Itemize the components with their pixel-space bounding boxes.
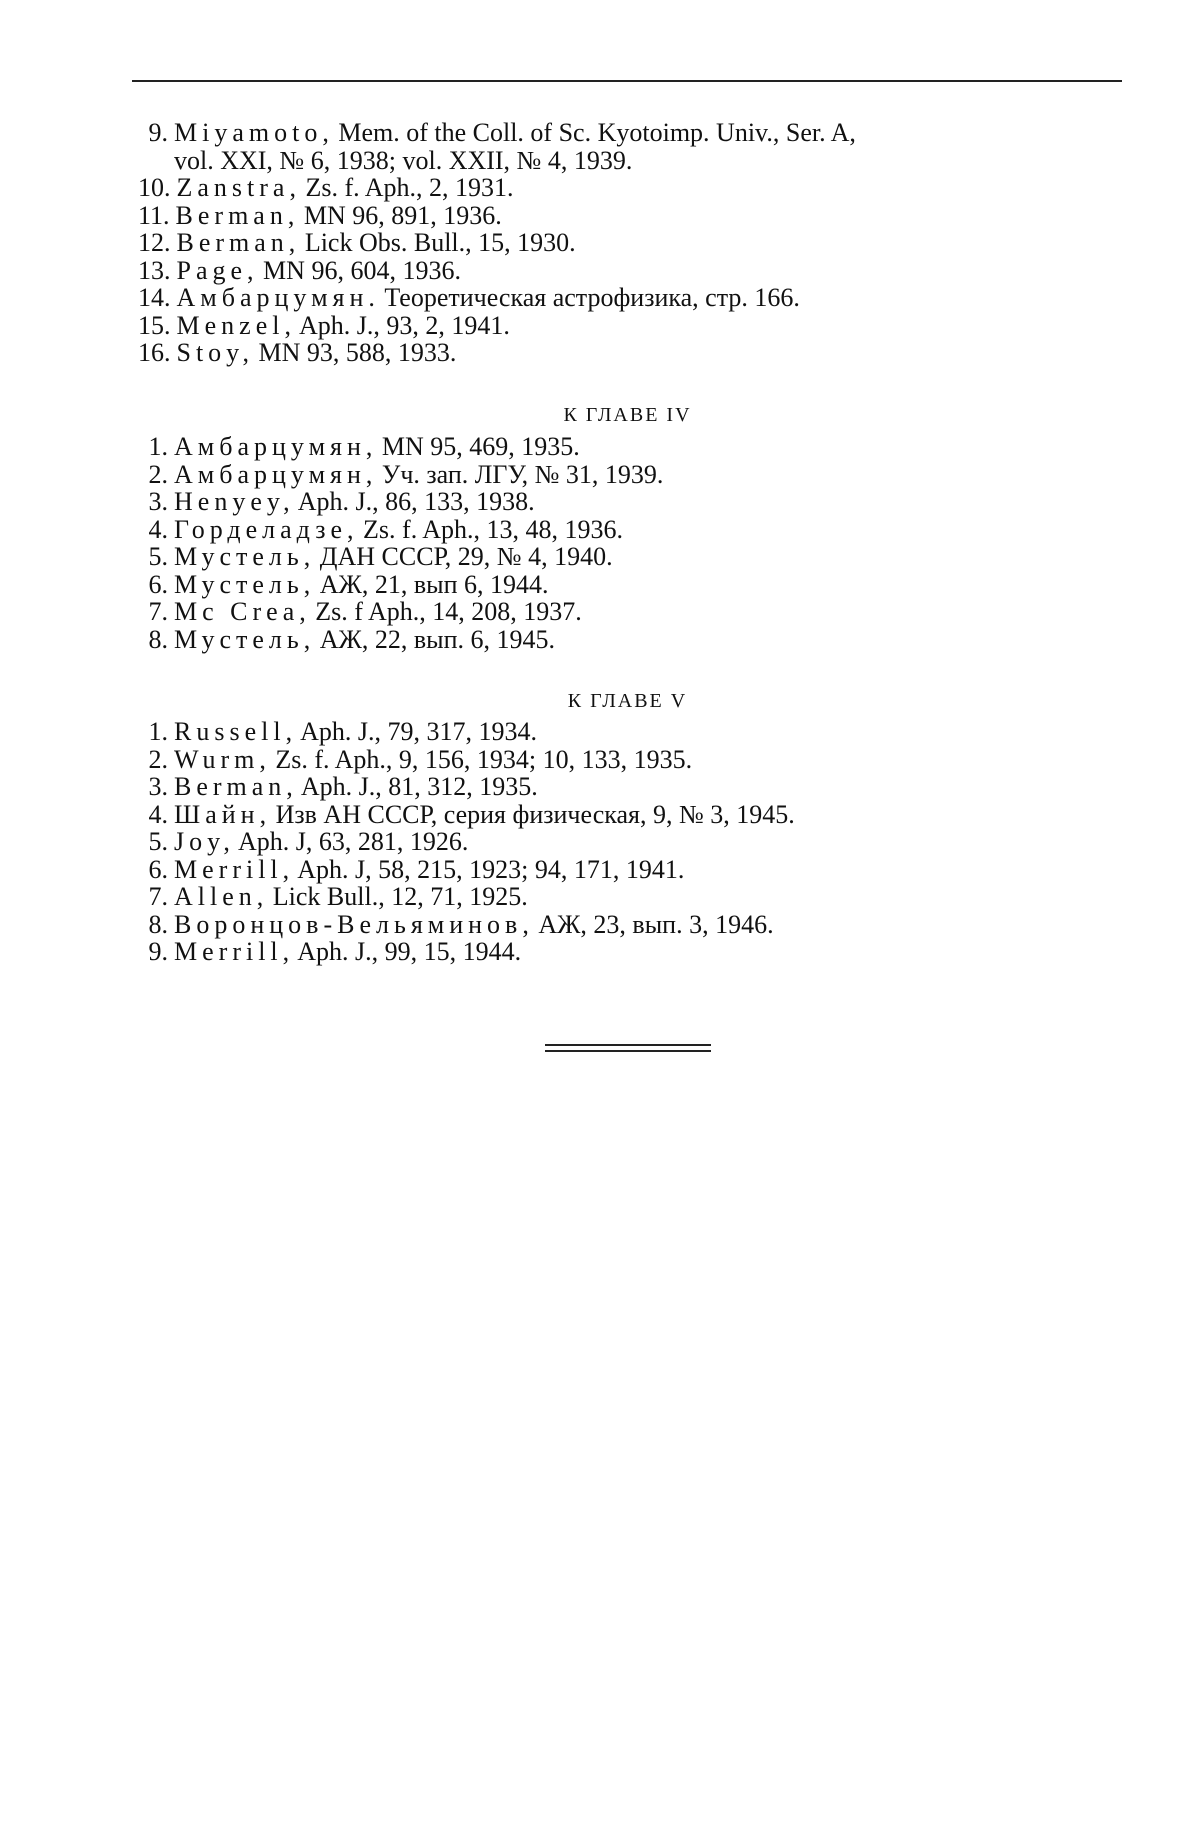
reference-item bbox=[138, 461, 1128, 489]
reference-item bbox=[138, 883, 1128, 911]
reference-item bbox=[138, 229, 1128, 257]
top-rule bbox=[132, 80, 1122, 82]
reference-source: Aph. J., 81, 312, 1935. bbox=[295, 772, 538, 801]
reference-source: Mem. of the Coll. of Sc. Kyotoimp. Univ., Ser. A, bbox=[331, 118, 856, 147]
end-rule-top bbox=[545, 1044, 711, 1046]
reference-author: Амбарцумян, bbox=[174, 459, 378, 489]
reference-number: 2. bbox=[148, 744, 168, 774]
reference-number: 9. bbox=[148, 937, 168, 966]
reference-author: Menzel, bbox=[176, 310, 296, 340]
reference-author: Мустель, bbox=[174, 624, 316, 654]
reference-source: Уч. зап. ЛГУ, № 31, 1939. bbox=[375, 459, 664, 489]
reference-author: Воронцов-Вельяминов, bbox=[174, 909, 534, 939]
reference-item bbox=[138, 119, 1128, 174]
reference-item bbox=[138, 339, 1128, 367]
reference-author: Berman, bbox=[174, 772, 298, 801]
reference-number: 4. bbox=[148, 799, 168, 829]
reference-list-chapter-v bbox=[138, 718, 1128, 966]
reference-source: Теоретическая астрофизика, стр. 166. bbox=[377, 283, 800, 312]
reference-item bbox=[138, 626, 1128, 654]
reference-item bbox=[138, 488, 1128, 516]
reference-author: Russell, bbox=[174, 717, 298, 746]
reference-number: 14. bbox=[138, 283, 171, 312]
reference-author: Zanstra, bbox=[176, 173, 301, 202]
reference-number: 3. bbox=[148, 772, 168, 801]
reference-item bbox=[138, 433, 1128, 461]
reference-number: 1. bbox=[148, 717, 168, 746]
reference-source: MN 96, 891, 1936. bbox=[297, 200, 502, 230]
reference-source: Zs. f Aph., 14, 208, 1937. bbox=[308, 597, 582, 626]
reference-author: Page, bbox=[176, 255, 259, 285]
reference-author: Амбарцумян. bbox=[176, 283, 380, 312]
reference-item bbox=[138, 516, 1128, 544]
reference-source: Aph. J., 93, 2, 1941. bbox=[293, 310, 510, 340]
reference-item bbox=[138, 257, 1128, 285]
reference-number: 10. bbox=[138, 173, 171, 202]
reference-source: АЖ, 21, вып 6, 1944. bbox=[313, 569, 549, 599]
reference-source: Изв АН СССР, серия физическая, 9, № 3, 1945. bbox=[269, 799, 795, 829]
reference-source: Lick Bull., 12, 71, 1925. bbox=[266, 882, 528, 911]
reference-author: Berman, bbox=[175, 200, 300, 230]
reference-item bbox=[138, 543, 1128, 571]
reference-source: АЖ, 23, вып. 3, 1946. bbox=[531, 909, 774, 939]
reference-source: MN 93, 588, 1933. bbox=[252, 338, 457, 367]
reference-source: Aph. J., 86, 133, 1938. bbox=[292, 487, 535, 516]
reference-continuation: vol. XXI, № 6, 1938; vol. XXII, № 4, 1939. bbox=[174, 145, 633, 175]
reference-author: Joy, bbox=[174, 827, 235, 856]
reference-number: 13. bbox=[138, 255, 171, 285]
end-rule-bottom bbox=[545, 1050, 711, 1052]
reference-source: Aph. J., 99, 15, 1944. bbox=[292, 937, 522, 966]
reference-number: 12. bbox=[138, 228, 171, 257]
reference-item bbox=[138, 938, 1128, 966]
reference-item bbox=[138, 773, 1128, 801]
reference-number: 5. bbox=[148, 542, 168, 571]
reference-item bbox=[138, 801, 1128, 829]
reference-author: Stoy, bbox=[176, 338, 254, 367]
reference-source: Aph. J, 63, 281, 1926. bbox=[232, 827, 469, 856]
reference-source: Zs. f. Aph., 9, 156, 1934; 10, 133, 1935. bbox=[268, 744, 693, 774]
reference-source: Zs. f. Aph., 13, 48, 1936. bbox=[356, 514, 624, 544]
reference-author: Mc Crea, bbox=[174, 597, 311, 626]
reference-list-continued bbox=[138, 119, 1128, 367]
reference-number: 16. bbox=[138, 338, 171, 367]
reference-number: 6. bbox=[148, 854, 168, 884]
reference-item bbox=[138, 718, 1128, 746]
reference-number: 8. bbox=[148, 909, 168, 939]
reference-author: Henyey, bbox=[174, 487, 295, 516]
reference-author: Miyamoto, bbox=[174, 118, 334, 147]
reference-item bbox=[138, 856, 1128, 884]
reference-source: АЖ, 22, вып. 6, 1945. bbox=[313, 624, 555, 654]
reference-item bbox=[138, 202, 1128, 230]
reference-number: 4. bbox=[148, 514, 168, 544]
reference-source: Aph. J, 58, 215, 1923; 94, 171, 1941. bbox=[292, 854, 685, 884]
reference-item bbox=[138, 911, 1128, 939]
reference-item bbox=[138, 598, 1128, 626]
reference-number: 6. bbox=[148, 569, 168, 599]
reference-number: 9. bbox=[148, 118, 168, 147]
reference-item bbox=[138, 284, 1128, 312]
reference-item bbox=[138, 174, 1128, 202]
reference-source: Zs. f. Aph., 2, 1931. bbox=[298, 173, 514, 202]
reference-author: Горделадзе, bbox=[174, 514, 359, 544]
reference-author: Merrill, bbox=[174, 937, 295, 966]
reference-number: 11. bbox=[138, 200, 170, 230]
reference-source: ДАН СССР, 29, № 4, 1940. bbox=[313, 542, 613, 571]
reference-source: MN 95, 469, 1935. bbox=[375, 432, 580, 461]
reference-number: 3. bbox=[148, 487, 168, 516]
reference-item bbox=[138, 312, 1128, 340]
reference-author: Амбарцумян, bbox=[174, 432, 378, 461]
reference-number: 2. bbox=[148, 459, 168, 489]
chapter-heading-iv: К ГЛАВЕ IV bbox=[563, 404, 692, 426]
reference-number: 7. bbox=[148, 597, 168, 626]
reference-number: 15. bbox=[138, 310, 171, 340]
reference-number: 7. bbox=[148, 882, 168, 911]
reference-author: Merrill, bbox=[174, 854, 295, 884]
reference-number: 8. bbox=[148, 624, 168, 654]
reference-item bbox=[138, 828, 1128, 856]
reference-author: Allen, bbox=[174, 882, 269, 911]
reference-item bbox=[138, 746, 1128, 774]
reference-author: Мустель, bbox=[174, 569, 316, 599]
chapter-heading-v: К ГЛАВЕ V bbox=[567, 690, 688, 712]
reference-author: Wurm, bbox=[174, 744, 271, 774]
reference-number: 5. bbox=[148, 827, 168, 856]
reference-author: Шайн, bbox=[174, 799, 272, 829]
reference-list-chapter-iv bbox=[138, 433, 1128, 653]
reference-author: Berman, bbox=[176, 228, 301, 257]
reference-author: Мустель, bbox=[174, 542, 316, 571]
reference-source: Lick Obs. Bull., 15, 1930. bbox=[298, 228, 576, 257]
reference-item bbox=[138, 571, 1128, 599]
reference-source: Aph. J., 79, 317, 1934. bbox=[295, 717, 538, 746]
reference-source: MN 96, 604, 1936. bbox=[256, 255, 461, 285]
reference-number: 1. bbox=[148, 432, 168, 461]
